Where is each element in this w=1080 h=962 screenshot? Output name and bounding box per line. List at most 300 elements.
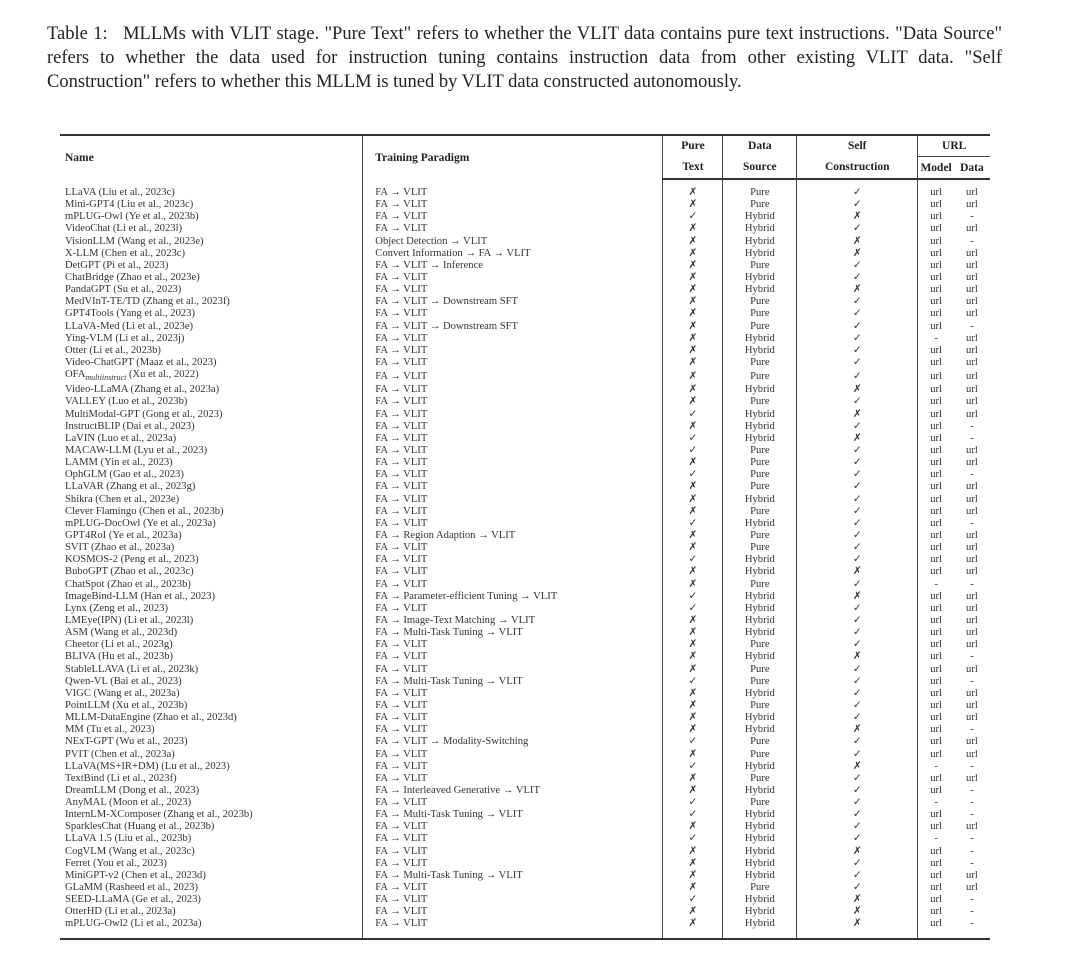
data-source: Pure (723, 321, 797, 333)
training-paradigm: FA → Parameter-efficient Tuning → VLIT (363, 591, 663, 603)
pure-text-mark: ✗ (663, 457, 723, 469)
model-url-link[interactable]: url (918, 506, 954, 518)
data-url-link[interactable]: url (966, 505, 978, 517)
caption-label: Table 1: (47, 24, 108, 44)
self-construction-mark: ✗ (797, 591, 918, 603)
data-url-link[interactable]: url (966, 821, 978, 833)
data-url-link[interactable]: url (966, 344, 978, 356)
model-name: BuboGPT (Zhao et al., 2023c) (65, 566, 194, 578)
table-row (60, 651, 990, 663)
data-source: Hybrid (723, 211, 797, 223)
self-construction-mark: ✗ (797, 918, 918, 938)
model-url-link[interactable]: url (918, 918, 954, 938)
model-url-link[interactable]: url (918, 284, 954, 296)
data-source: Hybrid (723, 724, 797, 736)
data-url-link[interactable]: url (966, 736, 978, 748)
header-url: URL (918, 135, 990, 157)
pure-text-mark: ✗ (663, 821, 723, 833)
table-row (60, 369, 990, 384)
self-construction-mark: ✓ (797, 469, 918, 481)
training-paradigm: FA → Multi-Task Tuning → VLIT (363, 676, 663, 688)
data-source: Hybrid (723, 345, 797, 357)
data-source: Hybrid (723, 833, 797, 845)
pure-text-mark: ✗ (663, 345, 723, 357)
self-construction-mark: ✓ (797, 615, 918, 627)
training-paradigm: FA → Region Adaption → VLIT (363, 530, 663, 542)
pure-text-mark: ✗ (663, 272, 723, 284)
model-name: VIGC (Wang et al., 2023a) (65, 687, 180, 699)
data-url-link[interactable]: url (966, 627, 978, 639)
data-url-link[interactable]: url (966, 554, 978, 566)
pure-text-mark: ✗ (663, 481, 723, 493)
data-url-link[interactable]: url (966, 529, 978, 541)
header-data: Data (723, 135, 797, 157)
data-source: Pure (723, 179, 797, 199)
model-url-link[interactable]: url (918, 433, 954, 445)
table-row (60, 870, 990, 882)
table-row (60, 296, 990, 308)
model-url-link[interactable]: url (918, 321, 954, 333)
pure-text-mark: ✗ (663, 308, 723, 320)
training-paradigm: FA → Image-Text Matching → VLIT (363, 615, 663, 627)
self-construction-mark: ✓ (797, 321, 918, 333)
training-paradigm: FA → VLIT (363, 481, 663, 493)
model-name: Qwen-VL (Bai et al., 2023) (65, 675, 182, 687)
model-name: mPLUG-Owl (Ye et al., 2023b) (65, 211, 199, 223)
model-url-link[interactable]: url (918, 384, 954, 396)
pure-text-mark: ✓ (663, 761, 723, 773)
data-url-link[interactable]: url (966, 308, 978, 320)
data-url-link: - (970, 833, 974, 845)
model-citation: (Xu et al., 2022) (126, 369, 199, 381)
table-row (60, 223, 990, 235)
data-url-link[interactable]: url (966, 602, 978, 614)
data-source: Pure (723, 469, 797, 481)
data-source: Pure (723, 639, 797, 651)
model-url-link[interactable]: url (918, 296, 954, 308)
model-url-link[interactable]: url (918, 248, 954, 260)
model-name: Mini-GPT4 (Liu et al., 2023c) (65, 199, 194, 211)
model-url-link[interactable]: url (918, 199, 954, 211)
data-url-link[interactable]: url (966, 332, 978, 344)
data-source: Pure (723, 260, 797, 272)
table-row (60, 542, 990, 554)
data-url-link: - (970, 469, 974, 481)
model-url-link[interactable]: url (918, 518, 954, 530)
data-source: Pure (723, 481, 797, 493)
data-url-link: - (970, 320, 974, 332)
model-url-link[interactable]: url (918, 236, 954, 248)
table-row (60, 457, 990, 469)
training-paradigm: FA → VLIT (363, 773, 663, 785)
training-paradigm: FA → Multi-Task Tuning → VLIT (363, 870, 663, 882)
model-name: PandaGPT (Su et al., 2023) (65, 284, 182, 296)
model-url-link: - (918, 761, 954, 773)
model-url-link[interactable]: url (918, 396, 954, 408)
self-construction-mark: ✓ (797, 809, 918, 821)
model-name: AnyMAL (Moon et al., 2023) (65, 797, 192, 809)
model-url-link[interactable]: url (918, 821, 954, 833)
training-paradigm: FA → VLIT (363, 663, 663, 675)
data-url-link[interactable]: url (966, 699, 978, 711)
data-url-link[interactable]: url (966, 296, 978, 308)
data-url-link[interactable]: url (966, 384, 978, 396)
model-url-link[interactable]: url (918, 846, 954, 858)
model-url-link[interactable]: url (918, 615, 954, 627)
data-url-link: - (970, 578, 974, 590)
training-paradigm: FA → VLIT (363, 179, 663, 199)
model-name: ChatBridge (Zhao et al., 2023e) (65, 272, 200, 284)
header-name: Name (60, 135, 363, 179)
self-construction-mark: ✗ (797, 284, 918, 296)
data-source: Hybrid (723, 272, 797, 284)
table-row (60, 821, 990, 833)
model-name: CogVLM (Wang et al., 2023c) (65, 845, 195, 857)
table-row (60, 858, 990, 870)
model-url-link[interactable]: url (918, 724, 954, 736)
table-row (60, 918, 990, 938)
data-url-link[interactable]: url (966, 639, 978, 651)
self-construction-mark: ✓ (797, 369, 918, 384)
model-url-link: - (918, 578, 954, 590)
table-row (60, 809, 990, 821)
table-row (60, 773, 990, 785)
data-url-link: - (954, 918, 990, 938)
model-name: Video-ChatGPT (Maaz et al., 2023) (65, 357, 217, 369)
data-url-link[interactable]: url (966, 199, 978, 211)
table-row (60, 663, 990, 675)
model-url-link[interactable]: url (918, 748, 954, 760)
model-url-link[interactable]: url (918, 469, 954, 481)
data-source: Hybrid (723, 603, 797, 615)
data-source: Hybrid (723, 615, 797, 627)
table-row (60, 530, 990, 542)
self-construction-mark: ✗ (797, 236, 918, 248)
self-construction-mark: ✓ (797, 554, 918, 566)
pure-text-mark: ✗ (663, 369, 723, 384)
training-paradigm: FA → VLIT (363, 846, 663, 858)
data-url-link: - (970, 420, 974, 432)
training-paradigm: FA → VLIT (363, 445, 663, 457)
pure-text-mark: ✓ (663, 591, 723, 603)
pure-text-mark: ✗ (663, 357, 723, 369)
data-url-link[interactable]: url (966, 687, 978, 699)
model-name (60, 369, 363, 384)
self-construction-mark: ✓ (797, 272, 918, 284)
training-paradigm: FA → VLIT (363, 223, 663, 235)
model-url-link[interactable]: url (918, 870, 954, 882)
data-url-link[interactable]: url (966, 284, 978, 296)
data-source: Hybrid (723, 493, 797, 505)
data-source: Pure (723, 700, 797, 712)
model-url-link[interactable]: url (918, 260, 954, 272)
model-name: GPT4RoI (Ye et al., 2023a) (65, 529, 182, 541)
model-url-link[interactable]: url (918, 627, 954, 639)
training-paradigm: FA → VLIT (363, 211, 663, 223)
data-url-link[interactable]: url (966, 357, 978, 369)
table-row (60, 797, 990, 809)
data-url-link: - (970, 760, 974, 772)
data-url-link[interactable]: url (966, 542, 978, 554)
header-text: Text (663, 157, 723, 180)
training-paradigm: FA → VLIT (363, 433, 663, 445)
header-url-model: Model (918, 157, 954, 180)
data-url-link[interactable]: url (966, 663, 978, 675)
model-url-link[interactable]: url (918, 542, 954, 554)
training-paradigm: FA → VLIT (363, 603, 663, 615)
data-url-link[interactable]: url (966, 444, 978, 456)
table-body (60, 179, 990, 939)
data-url-link[interactable]: url (966, 493, 978, 505)
training-paradigm: FA → VLIT (363, 894, 663, 906)
model-url-link[interactable]: url (918, 554, 954, 566)
model-url-link[interactable]: url (918, 663, 954, 675)
model-url-link[interactable]: url (918, 493, 954, 505)
table-row (60, 421, 990, 433)
model-name: LAMM (Yin et al., 2023) (65, 457, 173, 469)
data-source: Hybrid (723, 809, 797, 821)
table-row (60, 724, 990, 736)
pure-text-mark: ✓ (663, 445, 723, 457)
data-source: Pure (723, 199, 797, 211)
data-source: Hybrid (723, 409, 797, 421)
model-url-link[interactable]: url (918, 894, 954, 906)
model-url-link[interactable]: url (918, 530, 954, 542)
model-name: mPLUG-DocOwl (Ye et al., 2023a) (65, 517, 216, 529)
training-paradigm: FA → VLIT (363, 554, 663, 566)
pure-text-mark: ✗ (663, 321, 723, 333)
data-url-link[interactable]: url (966, 396, 978, 408)
training-paradigm: FA → VLIT (363, 518, 663, 530)
data-source: Pure (723, 506, 797, 518)
model-url-link[interactable]: url (918, 700, 954, 712)
table-row (60, 833, 990, 845)
data-url-link: - (970, 809, 974, 821)
self-construction-mark: ✓ (797, 833, 918, 845)
training-paradigm: FA → VLIT (363, 369, 663, 384)
self-construction-mark: ✓ (797, 506, 918, 518)
training-paradigm: Convert Information → FA → VLIT (363, 248, 663, 260)
model-name: SVIT (Zhao et al., 2023a) (65, 542, 175, 554)
data-url-link[interactable]: url (966, 772, 978, 784)
data-source: Pure (723, 457, 797, 469)
model-url-link[interactable]: url (918, 179, 954, 199)
data-url-link[interactable]: url (966, 590, 978, 602)
table-row (60, 409, 990, 421)
data-url-link: - (970, 797, 974, 809)
data-url-link[interactable]: url (966, 272, 978, 284)
model-url-link[interactable]: url (918, 369, 954, 384)
pure-text-mark: ✗ (663, 296, 723, 308)
training-paradigm: FA → VLIT (363, 651, 663, 663)
model-name: LaVIN (Luo et al., 2023a) (65, 432, 177, 444)
model-url-link[interactable]: url (918, 308, 954, 320)
training-paradigm: FA → VLIT (363, 506, 663, 518)
model-name: Shikra (Chen et al., 2023e) (65, 493, 180, 505)
header-training-paradigm: Training Paradigm (363, 135, 663, 179)
data-url-link: - (970, 845, 974, 857)
data-url-link[interactable]: url (966, 187, 978, 199)
self-construction-mark: ✓ (797, 260, 918, 272)
self-construction-mark: ✗ (797, 566, 918, 578)
model-name: SEED-LLaMA (Ge et al., 2023) (65, 894, 201, 906)
model-url-link[interactable]: url (918, 481, 954, 493)
training-paradigm: FA → VLIT (363, 333, 663, 345)
model-url-link[interactable]: url (918, 712, 954, 724)
self-construction-mark: ✓ (797, 748, 918, 760)
training-paradigm: FA → VLIT (363, 566, 663, 578)
header-pure: Pure (663, 135, 723, 157)
training-paradigm: FA → VLIT (363, 821, 663, 833)
pure-text-mark: ✓ (663, 469, 723, 481)
model-url-link[interactable]: url (918, 603, 954, 615)
self-construction-mark: ✗ (797, 433, 918, 445)
data-url-link[interactable]: url (966, 370, 978, 382)
data-source: Hybrid (723, 554, 797, 566)
data-url-link[interactable]: url (966, 882, 978, 894)
training-paradigm: FA → VLIT (363, 493, 663, 505)
table-row (60, 357, 990, 369)
data-url-link[interactable]: url (966, 481, 978, 493)
training-paradigm: FA → VLIT (363, 421, 663, 433)
data-source: Hybrid (723, 761, 797, 773)
training-paradigm: FA → VLIT (363, 918, 663, 938)
training-paradigm: FA → Multi-Task Tuning → VLIT (363, 809, 663, 821)
table-row (60, 384, 990, 396)
model-url-link[interactable]: url (918, 651, 954, 663)
model-url-link[interactable]: url (918, 639, 954, 651)
data-url-link[interactable]: url (966, 614, 978, 626)
model-url-link[interactable]: url (918, 688, 954, 700)
data-url-link[interactable]: url (966, 566, 978, 578)
model-url-link[interactable]: url (918, 357, 954, 369)
model-url-link[interactable]: url (918, 785, 954, 797)
model-url-link[interactable]: url (918, 773, 954, 785)
self-construction-mark: ✓ (797, 542, 918, 554)
data-url-link[interactable]: url (966, 259, 978, 271)
model-url-link[interactable]: url (918, 809, 954, 821)
data-source: Hybrid (723, 688, 797, 700)
model-name: Clever Flamingo (Chen et al., 2023b) (65, 505, 224, 517)
data-url-link: - (970, 235, 974, 247)
model-name: ASM (Wang et al., 2023d) (65, 627, 178, 639)
pure-text-mark: ✗ (663, 260, 723, 272)
training-paradigm: FA → VLIT (363, 700, 663, 712)
data-url-link[interactable]: url (966, 223, 978, 235)
pure-text-mark: ✓ (663, 797, 723, 809)
pure-text-mark: ✗ (663, 530, 723, 542)
table-row (60, 518, 990, 530)
training-paradigm: FA → VLIT (363, 906, 663, 918)
training-paradigm: FA → VLIT (363, 639, 663, 651)
self-construction-mark: ✓ (797, 676, 918, 688)
model-url-link[interactable]: url (918, 736, 954, 748)
self-construction-mark: ✓ (797, 578, 918, 590)
data-url-link: - (970, 784, 974, 796)
data-source: Hybrid (723, 918, 797, 938)
table-row (60, 736, 990, 748)
data-url-link[interactable]: url (966, 408, 978, 420)
model-url-link[interactable]: url (918, 882, 954, 894)
model-url-link[interactable]: url (918, 906, 954, 918)
model-url-link[interactable]: url (918, 272, 954, 284)
data-source: Pure (723, 308, 797, 320)
pure-text-mark: ✗ (663, 688, 723, 700)
model-url-link[interactable]: url (918, 858, 954, 870)
model-url-link[interactable]: url (918, 676, 954, 688)
pure-text-mark: ✗ (663, 906, 723, 918)
model-url-link[interactable]: url (918, 409, 954, 421)
data-source: Pure (723, 578, 797, 590)
table-row (60, 272, 990, 284)
data-url-link: - (970, 675, 974, 687)
self-construction-mark: ✗ (797, 761, 918, 773)
model-name: MACAW-LLM (Lyu et al., 2023) (65, 444, 208, 456)
table-row (60, 603, 990, 615)
data-url-link: - (970, 857, 974, 869)
self-construction-mark: ✓ (797, 530, 918, 542)
model-name: MultiModal-GPT (Gong et al., 2023) (65, 408, 223, 420)
model-url-link[interactable]: url (918, 445, 954, 457)
pure-text-mark: ✗ (663, 639, 723, 651)
model-url-link[interactable]: url (918, 566, 954, 578)
pure-text-mark: ✓ (663, 433, 723, 445)
data-url-link[interactable]: url (966, 869, 978, 881)
training-paradigm: FA → VLIT (363, 833, 663, 845)
model-name: LMEye(IPN) (Li et al., 2023l) (65, 614, 194, 626)
header-self: Self (797, 135, 918, 157)
pure-text-mark: ✗ (663, 421, 723, 433)
table-row (60, 345, 990, 357)
data-url-link: - (970, 724, 974, 736)
pure-text-mark: ✗ (663, 663, 723, 675)
training-paradigm: FA → VLIT → Downstream SFT (363, 321, 663, 333)
self-construction-mark: ✓ (797, 445, 918, 457)
model-url-link[interactable]: url (918, 421, 954, 433)
data-source: Hybrid (723, 284, 797, 296)
header-construction: Construction (797, 157, 918, 180)
model-url-link[interactable]: url (918, 457, 954, 469)
data-url-link[interactable]: url (966, 247, 978, 259)
model-name: TextBind (Li et al., 2023f) (65, 772, 177, 784)
data-url-link[interactable]: url (966, 457, 978, 469)
data-url-link[interactable]: url (966, 748, 978, 760)
pure-text-mark: ✗ (663, 615, 723, 627)
model-name: VALLEY (Luo et al., 2023b) (65, 396, 188, 408)
model-url-link[interactable]: url (918, 211, 954, 223)
pure-text-mark: ✗ (663, 773, 723, 785)
data-source: Pure (723, 296, 797, 308)
pure-text-mark: ✓ (663, 736, 723, 748)
self-construction-mark: ✗ (797, 894, 918, 906)
self-construction-mark: ✓ (797, 421, 918, 433)
pure-text-mark: ✗ (663, 566, 723, 578)
self-construction-mark: ✓ (797, 308, 918, 320)
model-url-link[interactable]: url (918, 345, 954, 357)
table-row (60, 469, 990, 481)
table-row (60, 712, 990, 724)
self-construction-mark: ✓ (797, 518, 918, 530)
model-url-link[interactable]: url (918, 591, 954, 603)
self-construction-mark: ✗ (797, 409, 918, 421)
model-name: LLaVA 1.5 (Liu et al., 2023b) (65, 833, 192, 845)
data-url-link: - (970, 906, 974, 918)
training-paradigm: FA → VLIT (363, 272, 663, 284)
training-paradigm: FA → VLIT (363, 469, 663, 481)
data-url-link[interactable]: url (966, 712, 978, 724)
model-url-link[interactable]: url (918, 223, 954, 235)
training-paradigm: FA → VLIT (363, 384, 663, 396)
